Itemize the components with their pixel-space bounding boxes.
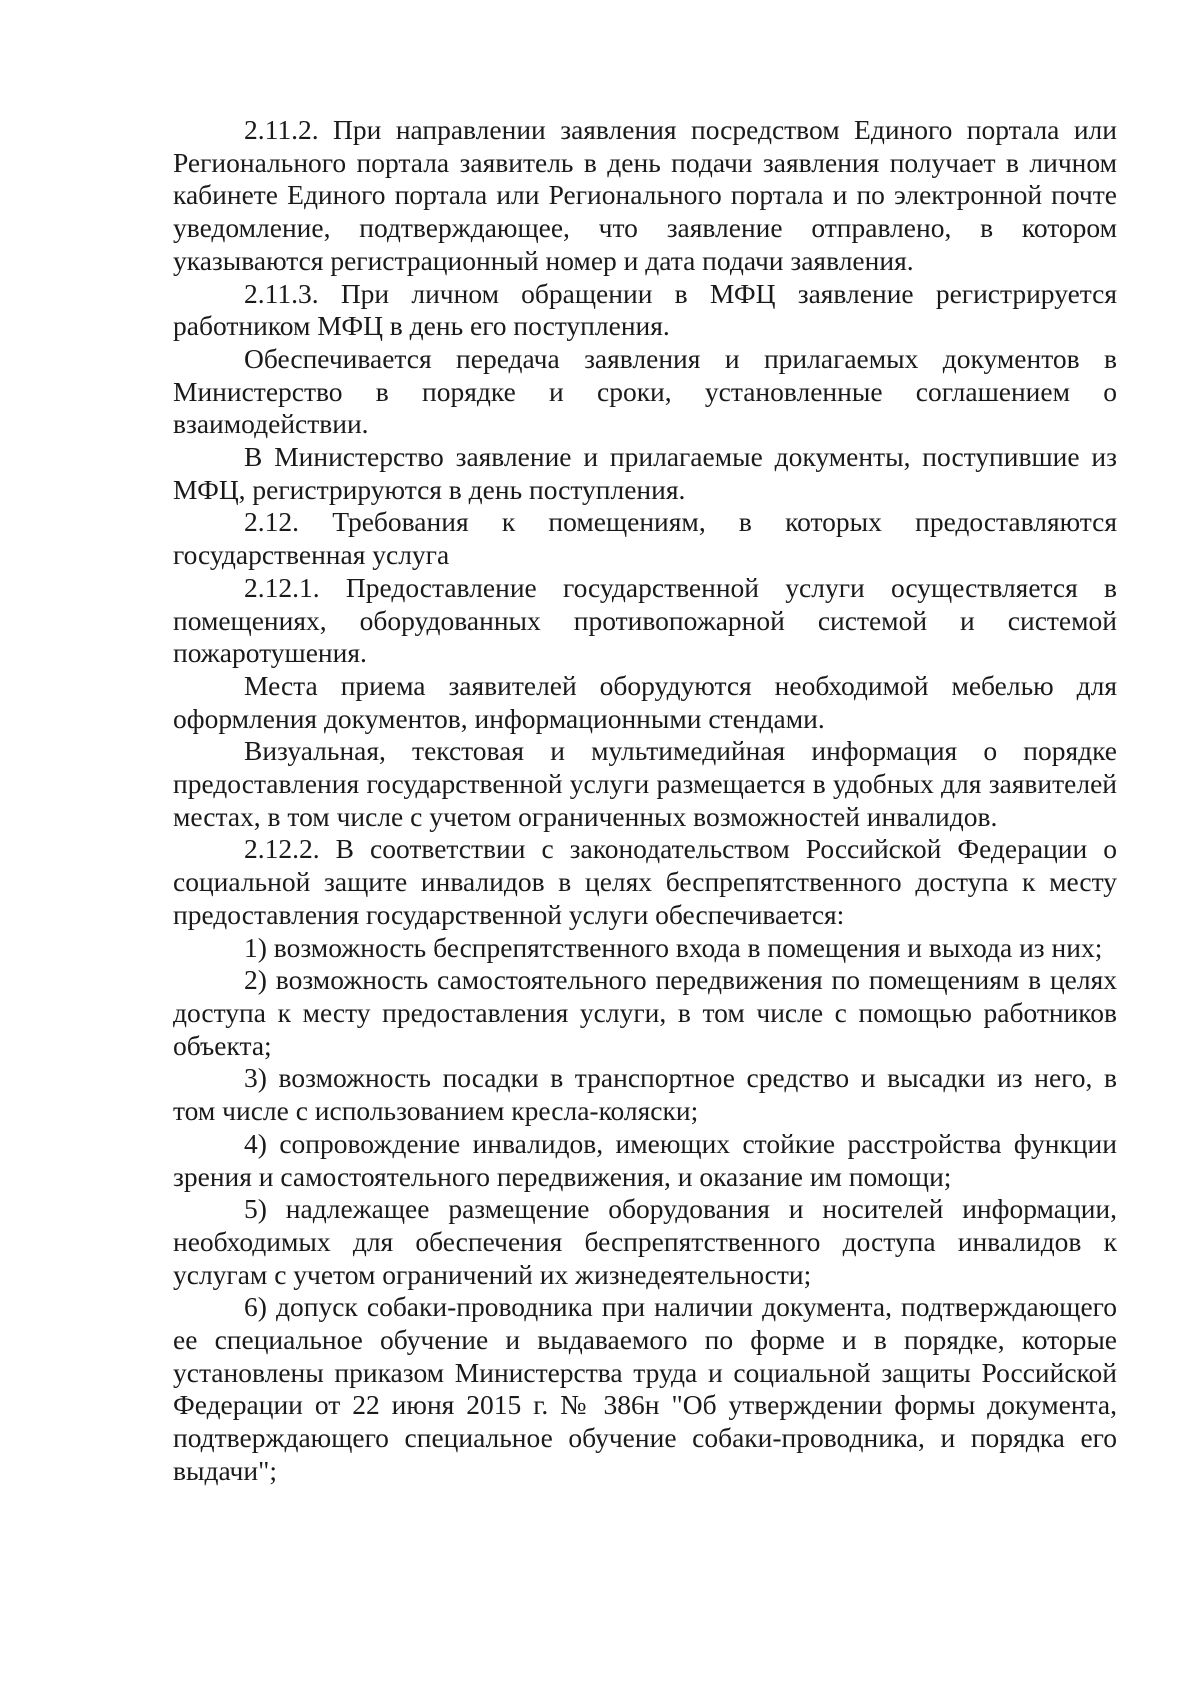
list-item-1: 1) возможность беспрепятственного входа в помещения и выхода из них; [244, 931, 1103, 963]
paragraph-2-12-1: 2.12.1. Предоставление государственной услуги осуществляется в помещениях, оборудованных противопожарной системой и системой пожаротушения. [173, 571, 1117, 669]
paragraph-visual-information: Визуальная, текстовая и мультимедийная информация о порядке предоставления государственной услуги размещается в удобных для заявителей местах, в том числе с учетом ограниченных возможностей инвалидов. [173, 735, 1117, 832]
paragraph-2-11-2: 2.11.2. При направлении заявления посредством Единого портала или Регионального портала заявитель в день подачи заявления получает в личном кабинете Единого портала или Регионального портала и по электронной почте уведомление, подтверждающее, что заявление отправлено, в котором указываются регистрационный номер и дата подачи заявления. [173, 114, 1117, 276]
paragraph-2-12-heading: 2.12. Требования к помещениям, в которых предоставляются государственная услуга [173, 506, 1117, 571]
list-item-3: 3) возможность посадки в транспортное средство и высадки из него, в том числе с использованием кресла-коляски; [173, 1062, 1117, 1127]
list-item-5: 5) надлежащее размещение оборудования и носителей информации, необходимых для обеспечения беспрепятственного доступа инвалидов к услугам с учетом ограничений их жизнедеятельности; [173, 1193, 1117, 1290]
paragraph-reception-places: Места приема заявителей оборудуются необходимой мебелью для оформления документов, информационными стендами. [173, 669, 1117, 734]
paragraph-2-11-3: 2.11.3. При личном обращении в МФЦ заявление регистрируется работником МФЦ в день его поступления. [173, 277, 1117, 342]
document-body [173, 114, 1117, 1488]
list-item-6: 6) допуск собаки-проводника при наличии документа, подтверждающего ее специальное обучение и выдаваемого по форме и в порядке, которые установлены приказом Министерства труда и социальной защиты Российской Федерации от 22 июня 2015 г. № 386н "Об утверждении формы документа, подтверждающего специальное обучение собаки-проводника, и порядка его выдачи"; [173, 1291, 1117, 1486]
paragraph-2-12-2: 2.12.2. В соответствии с законодательством Российской Федерации о социальной защите инвалидов в целях беспрепятственного доступа к месту предоставления государственной услуги обеспечивается: [173, 833, 1117, 930]
list-item-4: 4) сопровождение инвалидов, имеющих стойкие расстройства функции зрения и самостоятельного передвижения, и оказание им помощи; [173, 1127, 1117, 1192]
paragraph-ministry-registration: В Министерство заявление и прилагаемые документы, поступившие из МФЦ, регистрируются в день поступления. [173, 441, 1117, 505]
list-item-2: 2) возможность самостоятельного передвижения по помещениям в целях доступа к месту предоставления услуги, в том числе с помощью работников объекта; [173, 964, 1117, 1061]
paragraph-transfer-to-ministry: Обеспечивается передача заявления и прилагаемых документов в Министерство в порядке и сроки, установленные соглашением о взаимодействии. [173, 342, 1117, 440]
